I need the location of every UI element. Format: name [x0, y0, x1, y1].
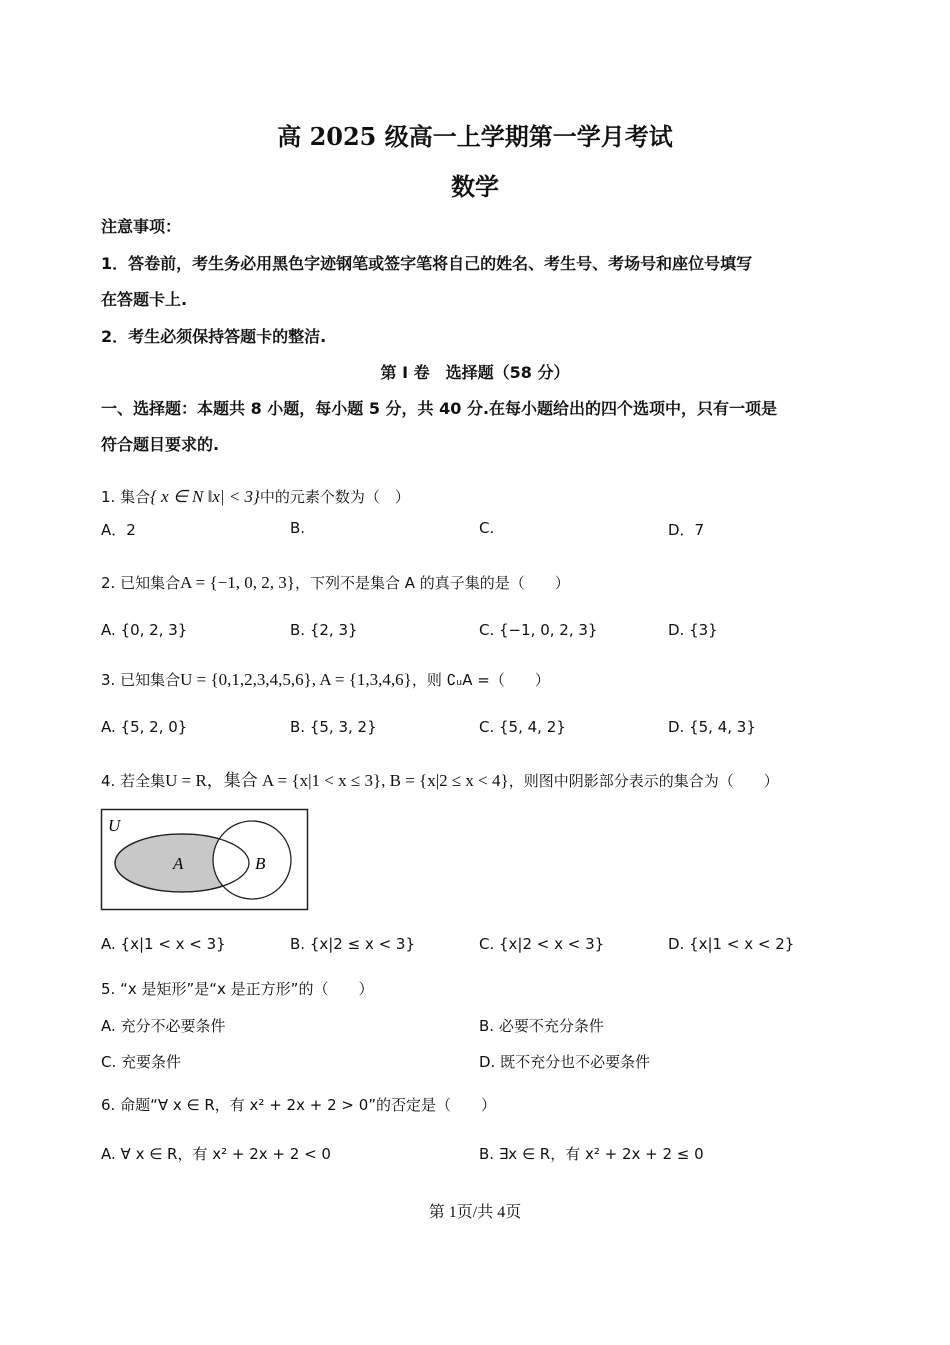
question-1-option-a: A．2 — [101, 521, 136, 539]
section-title: 第 I 卷 选择题（58 分） — [380, 363, 570, 382]
question-2-option-a: A. {0, 2, 3} — [101, 621, 188, 639]
notice-item-2: 2．考生必须保持答题卡的整洁. — [101, 327, 327, 346]
question-2-stem: 2. 已知集合A = {−1, 0, 2, 3}，下列不是集合 A 的真子集的是（ ） — [101, 573, 570, 592]
question-5-option-c: C. 充要条件 — [101, 1053, 182, 1071]
question-4-option-b: B. {x|2 ≤ x < 3} — [290, 935, 416, 953]
notice-heading: 注意事项： — [101, 217, 182, 236]
question-5-option-d: D. 既不充分也不必要条件 — [479, 1053, 651, 1071]
set-b-label: B — [255, 854, 266, 873]
question-5-option-a: A. 充分不必要条件 — [101, 1017, 226, 1035]
question-4-stem: 4. 若全集U = R，集合 A = {x|1 < x ≤ 3}, B = {x|2 ≤ x < 4}，则图中阴影部分表示的集合为（ ） — [101, 771, 779, 790]
question-6-option-a: A. ∀ x ∈ R，有 x² + 2x + 2 < 0 — [101, 1145, 331, 1163]
question-1-option-b: B. — [290, 519, 306, 537]
question-6-stem: 6. 命题“∀ x ∈ R，有 x² + 2x + 2 > 0”的否定是（ ） — [101, 1096, 497, 1114]
question-1-stem: 1. 集合{ x ∈ N ‖x| < 3}中的元素个数为（ ） — [101, 487, 410, 506]
part-instructions-line-1: 一、选择题：本题共 8 小题，每小题 5 分，共 40 分.在每小题给出的四个选项中，只有一项是 — [101, 399, 778, 418]
question-2-option-d: D. {3} — [668, 621, 718, 639]
question-1-option-d: D．7 — [668, 521, 705, 539]
question-3-option-b: B. {5, 3, 2} — [290, 718, 377, 736]
question-5-option-b: B. 必要不充分条件 — [479, 1017, 604, 1035]
question-1-option-c: C. — [479, 519, 495, 537]
question-2-option-b: B. {2, 3} — [290, 621, 358, 639]
subject-title: 数学 — [451, 172, 499, 201]
notice-item-1-line-1: 1．答卷前，考生务必用黑色字迹钢笔或签字笔将自己的姓名、考生号、考场号和座位号填写 — [101, 254, 753, 273]
set-a-label: A — [173, 854, 184, 873]
venn-diagram — [100, 808, 310, 912]
question-4-option-c: C. {x|2 < x < 3} — [479, 935, 605, 953]
question-3-option-c: C. {5, 4, 2} — [479, 718, 566, 736]
question-3-option-a: A. {5, 2, 0} — [101, 718, 188, 736]
universe-label: U — [108, 816, 121, 835]
question-4-option-a: A. {x|1 < x < 3} — [101, 935, 226, 953]
question-4-option-d: D. {x|1 < x < 2} — [668, 935, 795, 953]
question-2-option-c: C. {−1, 0, 2, 3} — [479, 621, 598, 639]
page-footer: 第 1页/共 4页 — [428, 1204, 522, 1221]
question-3-option-d: D. {5, 4, 3} — [668, 718, 756, 736]
notice-item-1-line-2: 在答题卡上. — [101, 290, 188, 309]
question-5-stem: 5. “x 是矩形”是“x 是正方形”的（ ） — [101, 980, 374, 998]
question-3-stem: 3. 已知集合U = {0,1,2,3,4,5,6}, A = {1,3,4,6}，则 ∁ᵤA =（ ） — [101, 670, 550, 689]
set-b-circle — [213, 821, 291, 899]
part-instructions-line-2: 符合题目要求的. — [101, 435, 220, 454]
question-6-option-b: B. ∃x ∈ R，有 x² + 2x + 2 ≤ 0 — [479, 1145, 704, 1163]
exam-title: 高 2025 级高一上学期第一学月考试 — [277, 122, 673, 151]
